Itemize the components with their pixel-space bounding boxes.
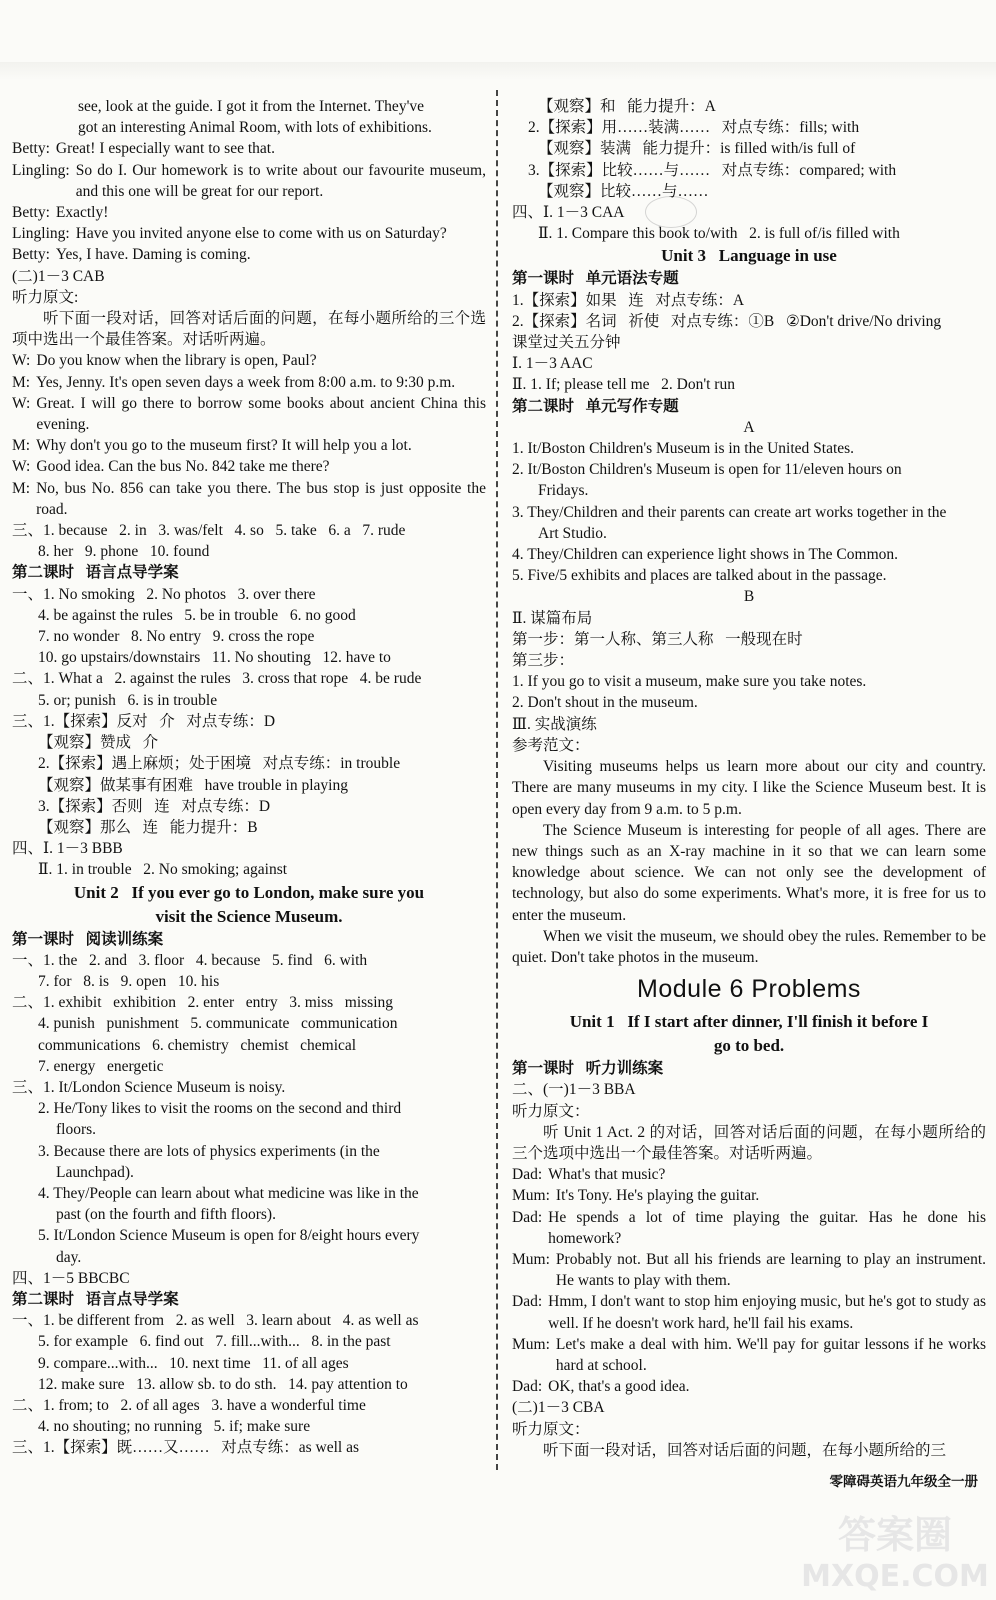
speaker-label: W: (12, 458, 31, 476)
module-heading: Module 6 Problems (637, 975, 861, 1004)
answer-line: Art Studio. (538, 524, 607, 542)
speaker-label: M: (12, 373, 31, 391)
lesson-heading: 第二课时 语言点导学案 (12, 564, 179, 582)
dialogue-line (12, 372, 486, 393)
speaker-text: Why don't you go to the museum first? It will help you a lot. (36, 437, 412, 455)
paragraph: 听 Unit 1 Act. 2 的对话，回答对话后面的问题，在每小题所给的三个选项中选出一个最佳答案。对话听两遍。 (512, 1123, 986, 1162)
answer-line: 8. her 9. phone 10. found (38, 543, 210, 561)
speaker-text: Good idea. Can the bus No. 842 take me there? (36, 458, 330, 476)
answer-line: 5. It/London Science Museum is open for 8/eight hours every (38, 1227, 420, 1245)
answer-line: 【观察】做某事有困难 have trouble in playing (38, 776, 348, 794)
answer-line: 听力原文： (512, 1420, 590, 1438)
right-column (512, 96, 986, 1461)
speaker-text: Do you know when the library is open, Paul? (36, 352, 317, 370)
answer-line: A (743, 418, 755, 436)
answer-line: 5. for example 6. find out 7. fill...with... 8. in the past (38, 1333, 391, 1351)
answer-line: 第一步：第一人称、第三人称 一般现在时 (512, 630, 803, 648)
answer-line: 4. They/People can learn about what medicine was like in the (38, 1184, 419, 1202)
dialogue-line (12, 478, 486, 520)
answer-line: 4. punish punishment 5. communicate communication (38, 1015, 398, 1033)
answer-line: 7. energy energetic (38, 1057, 164, 1075)
speaker-text: He spends a lot of time playing the guitar. Has he done his homework? (548, 1208, 986, 1247)
answer-line: (二)1－3 CAB (12, 267, 105, 285)
speaker-label: Mum: (512, 1335, 550, 1353)
answer-line: 2.【探索】遇上麻烦；处于困境 对点专练：in trouble (38, 755, 401, 773)
dialogue-line (512, 1164, 986, 1185)
answer-line: 一、1. be different from 2. as well 3. learn about 4. as well as (12, 1312, 419, 1330)
lesson-heading: 第一课时 听力训练案 (512, 1060, 664, 1078)
book-title-footer: 零障碍英语九年级全一册 (829, 1474, 978, 1490)
answer-line: 第三步： (512, 652, 575, 670)
left-column (12, 96, 486, 1459)
answer-line: day. (56, 1248, 82, 1266)
answer-line: 5. Five/5 exhibits and places are talked about in the passage. (512, 567, 887, 585)
answer-line: 2.【探索】名词 祈使 对点专练：①B ②Don't drive/No driving (512, 312, 942, 330)
answer-line: 二、1. exhibit exhibition 2. enter entry 3. miss missing (12, 994, 394, 1012)
answer-line: 参考范文： (512, 736, 590, 754)
answer-line: 二、1. What a 2. against the rules 3. cross that rope 4. be rude (12, 670, 422, 688)
answer-line: Fridays. (538, 482, 589, 500)
speaker-text: So do I. Our homework is to write about our favourite museum, and this one will be great for our report. (75, 161, 486, 200)
lesson-heading: 第二课时 单元写作专题 (512, 397, 679, 415)
paragraph: 听下面一段对话，回答对话后面的问题，在每小题所给的三个选项中选出一个最佳答案。对话听两遍。 (12, 310, 486, 349)
answer-line: 2.【探索】用……装满…… 对点专练：fills; with (528, 119, 860, 137)
dialogue-line (12, 223, 486, 244)
dialogue-line (12, 160, 486, 202)
watermark-line2: MXQE.COM (801, 1559, 989, 1594)
speaker-label: Lingling: (12, 225, 70, 243)
column-divider (496, 90, 498, 1470)
answer-line: 7. for 8. is 9. open 10. his (38, 972, 220, 990)
speaker-text: It's Tony. He's playing the guitar. (555, 1187, 760, 1205)
dialogue-line (12, 350, 486, 371)
lesson-heading: 第一课时 单元语法专题 (512, 270, 679, 288)
answer-line: 1. It/Boston Children's Museum is in the United States. (512, 440, 855, 458)
answer-line: 二、(一)1－3 BBA (512, 1081, 636, 1099)
answer-line: 4. no shouting; no running 5. if; make sure (38, 1418, 311, 1436)
answer-line: B (743, 588, 755, 606)
watermark-line1: 答案圈 (837, 1513, 953, 1557)
dialogue-line (12, 393, 486, 435)
speaker-label: M: (12, 437, 31, 455)
speaker-label: Betty: (12, 204, 50, 222)
speaker-text: Great. I will go there to borrow some books about ancient China this evening. (36, 394, 486, 434)
dialogue-line (512, 1376, 986, 1397)
answer-line: 三、1. because 2. in 3. was/felt 4. so 5. take 6. a 7. rude (12, 522, 406, 540)
answer-line: 四、Ⅰ. 1－3 BBB (12, 840, 123, 858)
answer-line: 4. be against the rules 5. be in trouble 6. no good (38, 606, 356, 624)
speaker-text: No, bus No. 856 can take you there. The bus stop is just opposite the road. (36, 479, 486, 518)
answer-line: 3.【探索】比较……与…… 对点专练：compared; with (528, 161, 897, 179)
unit-heading: Unit 3 Language in use (661, 246, 837, 266)
unit-heading: Unit 2 If you ever go to London, make sure you (73, 882, 425, 902)
answer-line: 一、1. the 2. and 3. floor 4. because 5. find 6. with (12, 951, 368, 969)
answer-line: 3.【探索】否则 连 对点专练：D (38, 797, 271, 815)
speaker-text: OK, that's a good idea. (548, 1378, 690, 1396)
answer-line: 四、1－5 BBCBC (12, 1269, 130, 1287)
answer-line: 一、1. No smoking 2. No photos 3. over there (12, 585, 316, 603)
dialogue-line (512, 1334, 986, 1376)
speaker-label: Lingling: (12, 161, 70, 179)
speaker-label: W: (12, 394, 31, 412)
dialogue-line (512, 1249, 986, 1291)
answer-line: Launchpad). (56, 1163, 134, 1181)
speaker-text: Have you invited anyone else to come with us on Saturday? (75, 225, 447, 243)
answer-line: see, look at the guide. I got it from the Internet. They've (78, 98, 424, 115)
paragraph: 听下面一段对话，回答对话后面的问题，在每小题所给的三 (543, 1441, 947, 1459)
speaker-text: Yes, Jenny. It's open seven days a week from 8:00 a.m. to 9:30 p.m. (36, 373, 456, 391)
answer-line: Ⅲ. 实战演练 (512, 715, 597, 733)
speaker-label: Mum: (512, 1250, 550, 1268)
answer-line: 【观察】那么 连 能力提升：B (38, 818, 258, 836)
answer-line: Ⅱ. 1. If; please tell me 2. Don't run (512, 376, 735, 394)
answer-line: (二)1－3 CBA (512, 1399, 605, 1417)
answer-line: 1.【探索】如果 连 对点专练：A (512, 291, 745, 309)
dialogue-line (512, 1207, 986, 1249)
dialogue-line (12, 435, 486, 456)
answer-line: 听力原文: (12, 288, 79, 306)
speaker-label: Betty: (12, 140, 50, 158)
answer-line: Ⅱ. 1. in trouble 2. No smoking; against (38, 861, 288, 879)
answer-line: 课堂过关五分钟 (512, 334, 621, 352)
unit-heading: visit the Science Museum. (155, 906, 343, 926)
answer-line: Ⅰ. 1－3 AAC (512, 355, 593, 373)
answer-line: 9. compare...with... 10. next time 11. of all ages (38, 1354, 349, 1372)
speaker-label: Mum: (512, 1187, 550, 1205)
answer-line: Ⅱ. 1. Compare this book to/with 2. is full of/is filled with (538, 225, 900, 243)
speaker-text: Exactly! (55, 204, 109, 222)
speaker-text: What's that music? (548, 1166, 666, 1184)
paragraph: When we visit the museum, we should obey the rules. Remember to be quiet. Don't take photos in the museum. (512, 927, 986, 966)
answer-line: 4. They/Children can experience light shows in The Common. (512, 546, 898, 564)
speaker-text: Hmm, I don't want to stop him enjoying music, but he's got to study as well. If he doesn't work hard, he'll fail his exams. (548, 1293, 986, 1332)
unit-heading: Unit 1 If I start after dinner, I'll finish it before I (569, 1012, 929, 1032)
answer-line: 3. They/Children and their parents can create art works together in the (512, 503, 947, 521)
watermark-logo (800, 1502, 990, 1594)
answer-line: floors. (56, 1121, 97, 1139)
answer-line: 2. It/Boston Children's Museum is open for 11/eleven hours on (512, 461, 902, 479)
speaker-label: Dad: (512, 1293, 543, 1311)
answer-line: 12. make sure 13. allow sb. to do sth. 14. pay attention to (38, 1375, 408, 1393)
speaker-text: Great! I especially want to see that. (55, 140, 275, 158)
speaker-text: Yes, I have. Daming is coming. (55, 246, 251, 264)
answer-line: 10. go upstairs/downstairs 11. No shouting 12. have to (38, 649, 391, 667)
scan-top-edge (0, 62, 996, 80)
unit-heading: go to bed. (713, 1036, 785, 1056)
answer-line: 【观察】赞成 介 (38, 734, 159, 752)
speaker-label: M: (12, 479, 31, 497)
speaker-label: Dad: (512, 1166, 543, 1184)
answer-line: 三、1. It/London Science Museum is noisy. (12, 1078, 286, 1096)
dialogue-line (12, 138, 486, 159)
dialogue-line (12, 456, 486, 477)
answer-line: 三、1.【探索】反对 介 对点专练：D (12, 712, 276, 730)
dialogue-line (512, 1291, 986, 1333)
answer-line: 二、1. from; to 2. of all ages 3. have a wonderful time (12, 1396, 366, 1414)
speaker-label: Betty: (12, 246, 50, 264)
answer-line: 1. If you go to visit a museum, make sure you take notes. (512, 673, 867, 691)
answer-line: Ⅱ. 谋篇布局 (512, 609, 593, 627)
answer-line: communications 6. chemistry chemist chemical (38, 1036, 357, 1054)
answer-line: 【观察】和 能力提升：A (538, 98, 716, 115)
answer-line: 【观察】装满 能力提升：is filled with/is full of (538, 140, 856, 158)
answer-line: 三、1.【探索】既……又…… 对点专练：as well as (12, 1439, 360, 1457)
answer-line: 3. Because there are lots of physics experiments (in the (38, 1142, 380, 1160)
answer-line: 2. He/Tony likes to visit the rooms on the second and third (38, 1100, 402, 1118)
lesson-heading: 第二课时 语言点导学案 (12, 1290, 179, 1308)
lesson-heading: 第一课时 阅读训练案 (12, 930, 164, 948)
answer-line: 2. Don't shout in the museum. (512, 694, 698, 712)
dialogue-line (12, 244, 486, 265)
speaker-label: Dad: (512, 1378, 543, 1396)
speaker-label: Dad: (512, 1208, 543, 1226)
speaker-text: Probably not. But all his friends are learning to play an instrument. He wants to play with them. (555, 1250, 986, 1290)
answer-line: 四、Ⅰ. 1－3 CAA (512, 204, 625, 222)
answer-line: 听力原文： (512, 1102, 590, 1120)
answer-line: 【观察】比较……与…… (538, 182, 709, 200)
dialogue-line (512, 1185, 986, 1206)
speaker-label: W: (12, 352, 31, 370)
paragraph: The Science Museum is interesting for people of all ages. There are new things such as an X-ray machine in it so that we can learn some knowledge about science. We can not only see the development of technology, but also do some experiments. What's more, it is free for us to enter the museum. (512, 821, 986, 924)
dialogue-line (12, 202, 486, 223)
answer-line: past (on the fourth and fifth floors). (56, 1206, 276, 1224)
answer-line: 5. or; punish 6. is in trouble (38, 691, 218, 709)
paragraph: Visiting museums helps us learn more about our city and country. There are many museums in my city. I like the Science Museum best. It is open every day from 9 a.m. to 5 p.m. (512, 758, 986, 818)
answer-line: 7. no wonder 8. No entry 9. cross the rope (38, 628, 315, 646)
speaker-text: Let's make a deal with him. We'll pay for guitar lessons if he works hard at school. (555, 1335, 986, 1374)
answer-line: got an interesting Animal Room, with lots of exhibitions. (78, 119, 432, 137)
